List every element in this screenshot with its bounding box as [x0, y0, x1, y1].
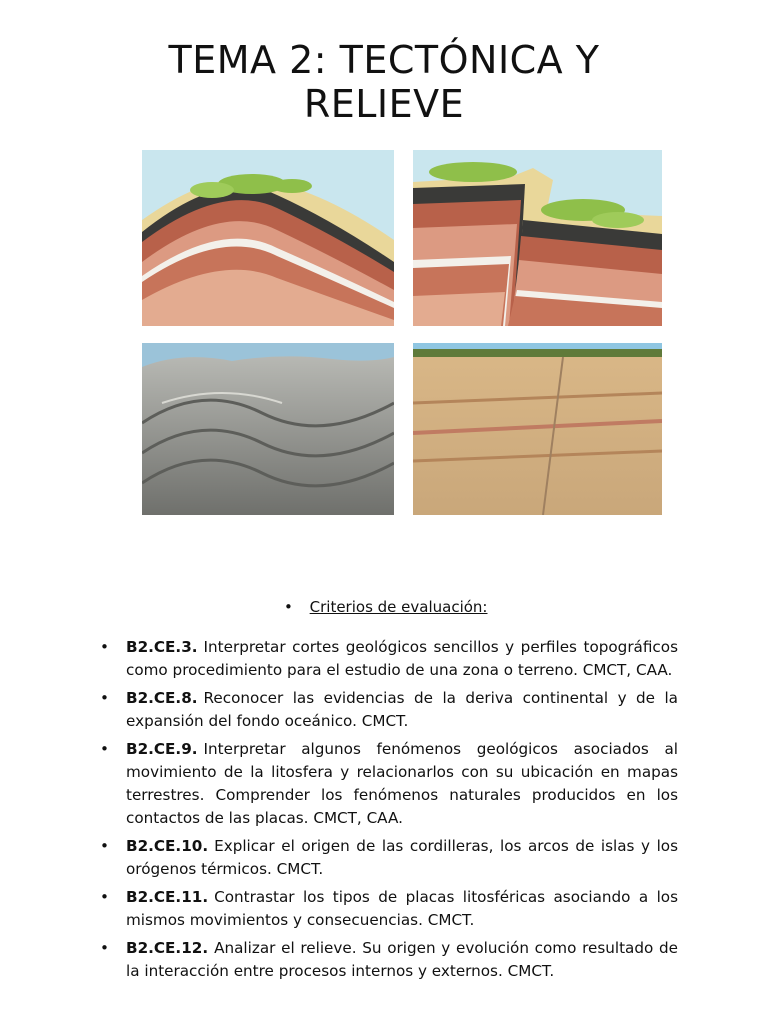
criterion-code: B2.CE.3. — [126, 638, 198, 656]
criterion-code: B2.CE.8. — [126, 689, 198, 707]
list-bullet: • — [100, 888, 109, 906]
criterion-code: B2.CE.11. — [126, 888, 209, 906]
list-bullet: • — [100, 939, 109, 957]
list-item — [100, 636, 678, 682]
page-title — [0, 38, 768, 126]
criteria-heading-bullet: • — [284, 598, 293, 616]
list-item — [100, 687, 678, 733]
criterion-text: Contrastar los tipos de placas litosféricas asociando a los mismos movimientos y consecuencias. CMCT. — [126, 888, 678, 929]
fault-diagram-illustration — [413, 150, 662, 326]
criterion-text: Analizar el relieve. Su origen y evolución como resultado de la interacción entre procesos internos y externos. CMCT. — [126, 939, 678, 980]
criterion-text: Interpretar algunos fenómenos geológicos asociados al movimiento de la litosfera y relacionarlos con su ubicación en mapas terrestres. Comprender los fenómenos naturales producidos en los contactos de las placas. CMCT, CAA. — [126, 740, 678, 827]
criterion-text: Reconocer las evidencias de la deriva continental y de la expansión del fondo oceánico. CMCT. — [126, 689, 678, 730]
criterion-code: B2.CE.10. — [126, 837, 209, 855]
page-title-line-2: RELIEVE — [303, 82, 465, 126]
list-bullet: • — [100, 837, 109, 855]
list-bullet: • — [100, 689, 109, 707]
list-bullet: • — [100, 740, 109, 758]
criteria-heading-text: Criterios de evaluación: — [309, 598, 488, 616]
fault-rock-photo — [413, 343, 662, 515]
list-item — [100, 835, 678, 881]
list-item — [100, 738, 678, 830]
list-bullet: • — [100, 638, 109, 656]
fold-diagram-illustration — [142, 150, 394, 326]
criterion-code: B2.CE.9. — [126, 740, 198, 758]
list-item — [100, 886, 678, 932]
list-item — [100, 937, 678, 983]
page-title-line-1: TEMA 2: TECTÓNICA Y — [168, 38, 600, 82]
criterion-code: B2.CE.12. — [126, 939, 209, 957]
criteria-heading — [284, 598, 488, 616]
criterion-text: Explicar el origen de las cordilleras, los arcos de islas y los orógenos térmicos. CMCT. — [126, 837, 678, 878]
criteria-list — [100, 636, 678, 988]
fold-rock-photo — [142, 343, 394, 515]
criterion-text: Interpretar cortes geológicos sencillos y perfiles topográficos como procedimiento para el estudio de una zona o terreno. CMCT, CAA. — [126, 638, 678, 679]
